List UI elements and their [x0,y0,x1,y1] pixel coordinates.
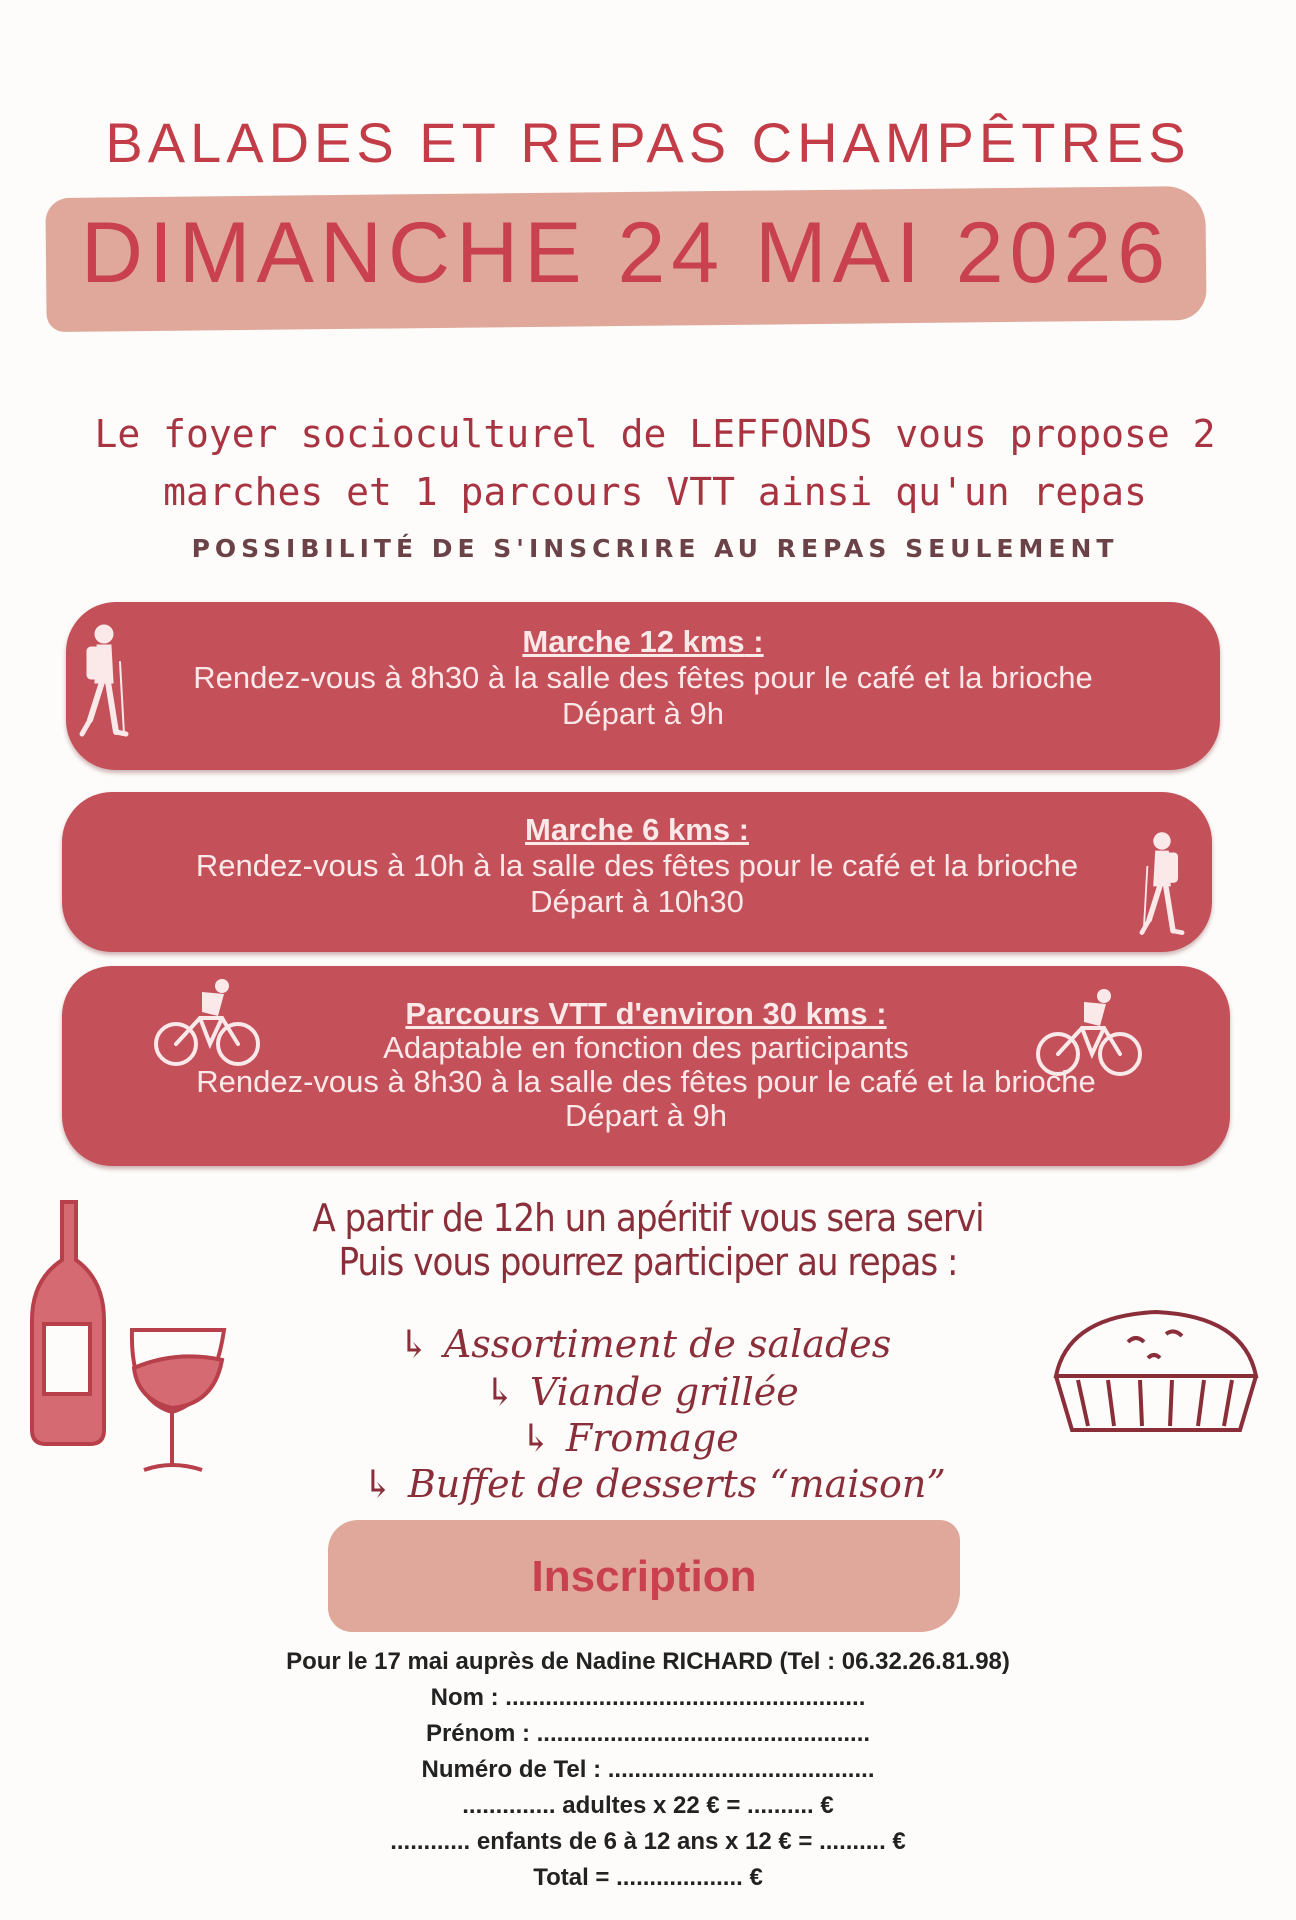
activity-3-heading: Parcours VTT d'environ 30 kms : [405,996,887,1031]
wine-bottle-glass-icon [26,1200,236,1490]
menu-item: ↳ Viande grillée [484,1370,799,1414]
meal-only-note: POSSIBILITÉ DE S'INSCRIRE AU REPAS SEULEMENT [191,534,1119,563]
form-field-total[interactable]: Total = ................... € [533,1864,763,1891]
form-field-adults[interactable]: .............. adultes x 22 € = .......... € [462,1792,834,1819]
arrow-icon: ↳ [484,1370,516,1414]
intro-line-1: Le foyer socioculturel de LEFFONDS vous propose 2 [94,412,1216,456]
inscription-title: Inscription [531,1552,757,1601]
activity-1-line-1: Rendez-vous à 8h30 à la salle des fêtes pour le café et la brioche [193,660,1093,695]
arrow-icon: ↳ [362,1462,394,1506]
arrow-icon: ↳ [520,1416,552,1460]
contact-info: Pour le 17 mai auprès de Nadine RICHARD (Tel : 06.32.26.81.98) [286,1648,1010,1675]
event-date: DIMANCHE 24 MAI 2026 [80,205,1172,301]
activity-card-walk-12km [66,602,1220,770]
activity-card-walk-6km [62,792,1212,952]
pie-icon [1048,1306,1264,1436]
flyer-title: BALADES ET REPAS CHAMPÊTRES [105,111,1191,174]
menu-item: ↳ Buffet de desserts “maison” [362,1462,946,1506]
activity-1-line-2: Départ à 9h [562,696,724,731]
activity-2-heading: Marche 6 kms : [525,812,749,847]
form-field-children[interactable]: ............ enfants de 6 à 12 ans x 12 € = .......... € [390,1828,906,1855]
form-field-name[interactable]: Nom : ...................................................... [430,1684,866,1711]
activity-3-line-3: Départ à 9h [565,1098,727,1133]
intro-line-2: marches et 1 parcours VTT ainsi qu'un repas [163,470,1147,514]
activity-2-line-1: Rendez-vous à 10h à la salle des fêtes pour le café et la brioche [195,848,1079,883]
activity-1-heading: Marche 12 kms : [522,624,764,659]
activity-3-line-1: Adaptable en fonction des participants [383,1030,909,1065]
arrow-icon: ↳ [398,1322,430,1366]
menu-item: ↳ Assortiment de salades [398,1322,892,1366]
activity-2-line-2: Départ à 10h30 [530,884,744,919]
menu-item: ↳ Fromage [520,1416,739,1460]
aperitif-line: A partir de 12h un apéritif vous sera servi [312,1196,984,1240]
form-field-firstname[interactable]: Prénom : .................................................. [425,1720,871,1747]
form-field-phone[interactable]: Numéro de Tel : ........................................ [421,1756,875,1783]
activity-card-mtb-30km [62,966,1230,1166]
activity-3-line-2: Rendez-vous à 8h30 à la salle des fêtes pour le café et la brioche [196,1064,1096,1099]
meal-intro-line: Puis vous pourrez participer au repas : [338,1240,958,1284]
